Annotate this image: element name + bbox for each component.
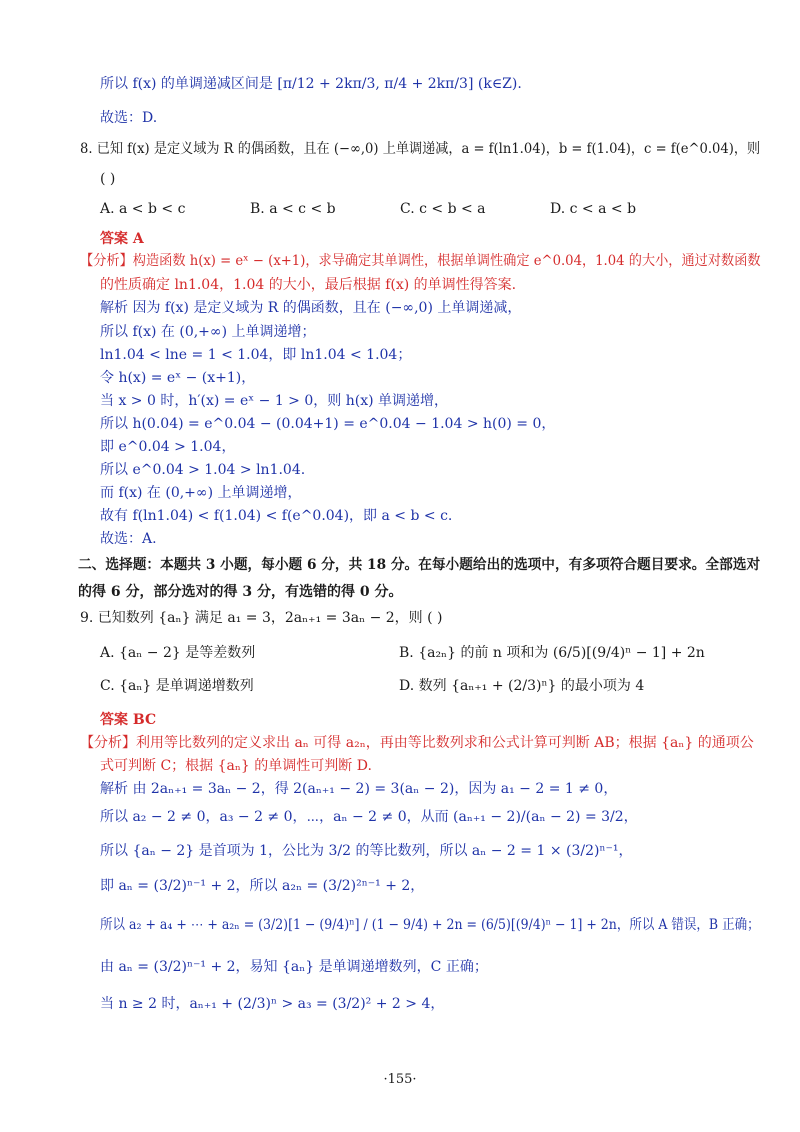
text-line: 【分析】利用等比数列的定义求出 aₙ 可得 a₂ₙ，再由等比数列求和公式计算可判断 AB；根据 {aₙ} 的通项公 xyxy=(80,735,754,751)
text-line: 解析 因为 f(x) 是定义域为 R 的偶函数，且在 (−∞,0) 上单调递减， xyxy=(100,300,522,316)
text-line: ( ) xyxy=(100,171,116,187)
text-line: 所以 h(0.04) = e^0.04 − (0.04+1) = e^0.04 − 1.04 > h(0) = 0， xyxy=(100,416,556,432)
text-line: 解析 由 2aₙ₊₁ = 3aₙ − 2，得 2(aₙ₊₁ − 2) = 3(aₙ − 2)，因为 a₁ − 2 = 1 ≠ 0， xyxy=(100,781,618,797)
text-line: 故选：D. xyxy=(100,110,158,126)
text-line: 的性质确定 ln1.04，1.04 的大小，最后根据 f(x) 的单调性得答案. xyxy=(100,277,517,293)
text-line: 答案 BC xyxy=(100,712,157,728)
choice-option: B. a < c < b xyxy=(250,201,336,217)
text-line: 所以 {aₙ − 2} 是首项为 1，公比为 3/2 的等比数列，所以 aₙ − 2 = 1 × (3/2)ⁿ⁻¹， xyxy=(100,843,633,859)
text-line: 所以 a₂ + a₄ + ⋯ + a₂ₙ = (3/2)[1 − (9/4)ⁿ] / (1 − 9/4) + 2n = (6/5)[(9/4)ⁿ − 1] + 2n，所以 A 错误，B 正确； xyxy=(100,917,760,933)
text-line: 令 h(x) = eˣ − (x+1)， xyxy=(100,370,256,386)
choice-option: A. a < b < c xyxy=(100,201,186,217)
text-line: 式可判断 C；根据 {aₙ} 的单调性可判断 D. xyxy=(100,758,372,774)
text-line: 即 aₙ = (3/2)ⁿ⁻¹ + 2，所以 a₂ₙ = (3/2)²ⁿ⁻¹ + 2， xyxy=(100,878,425,894)
text-line: 【分析】构造函数 h(x) = eˣ − (x+1)，求导确定其单调性，根据单调性确定 e^0.04，1.04 的大小，通过对数函数 xyxy=(80,253,761,269)
choice-option: C. {aₙ} 是单调递增数列 xyxy=(100,678,254,694)
text-line: 9. 已知数列 {aₙ} 满足 a₁ = 3，2aₙ₊₁ = 3aₙ − 2，则 ( ) xyxy=(80,610,443,626)
text-line: 即 e^0.04 > 1.04， xyxy=(100,439,236,455)
text-line: 的得 6 分，部分选对的得 3 分，有选错的得 0 分。 xyxy=(78,584,403,600)
text-line: 所以 e^0.04 > 1.04 > ln1.04. xyxy=(100,462,306,478)
text-line: 所以 f(x) 的单调递减区间是 [π/12 + 2kπ/3, π/4 + 2kπ/3] (k∈Z). xyxy=(100,76,522,92)
choice-option: A. {aₙ − 2} 是等差数列 xyxy=(100,645,256,661)
text-line: 所以 a₂ − 2 ≠ 0，a₃ − 2 ≠ 0，⋯，aₙ − 2 ≠ 0，从而 (aₙ₊₁ − 2)/(aₙ − 2) = 3/2， xyxy=(100,809,638,825)
text-line: 当 n ≥ 2 时，aₙ₊₁ + (2/3)ⁿ > a₃ = (3/2)² + 2 > 4， xyxy=(100,996,445,1012)
text-line: 二、选择题：本题共 3 小题，每小题 6 分，共 18 分。在每小题给出的选项中，有多项符合题目要求。全部选对 xyxy=(78,557,761,573)
text-line: 由 aₙ = (3/2)ⁿ⁻¹ + 2，易知 {aₙ} 是单调递增数列，C 正确； xyxy=(100,959,488,975)
text-line: 故选：A. xyxy=(100,531,157,547)
choice-option: D. 数列 {aₙ₊₁ + (2/3)ⁿ} 的最小项为 4 xyxy=(399,678,645,694)
choice-option: D. c < a < b xyxy=(550,201,637,217)
text-line: ln1.04 < lne = 1 < 1.04，即 ln1.04 < 1.04； xyxy=(100,347,412,363)
choice-option: C. c < b < a xyxy=(400,201,486,217)
text-line: 而 f(x) 在 (0,+∞) 上单调递增， xyxy=(100,485,302,501)
text-line: 故有 f(ln1.04) < f(1.04) < f(e^0.04)，即 a < b < c. xyxy=(100,508,453,524)
page-number: ·155· xyxy=(383,1072,417,1087)
text-line: 当 x > 0 时，h′(x) = eˣ − 1 > 0，则 h(x) 单调递增， xyxy=(100,393,449,409)
text-line: 8. 已知 f(x) 是定义域为 R 的偶函数，且在 (−∞,0) 上单调递减，a = f(ln1.04)，b = f(1.04)，c = f(e^0.04)，则 xyxy=(80,141,761,157)
text-line: 所以 f(x) 在 (0,+∞) 上单调递增； xyxy=(100,324,316,340)
text-line: 答案 A xyxy=(100,231,144,247)
choice-option: B. {a₂ₙ} 的前 n 项和为 (6/5)[(9/4)ⁿ − 1] + 2n xyxy=(399,645,705,661)
